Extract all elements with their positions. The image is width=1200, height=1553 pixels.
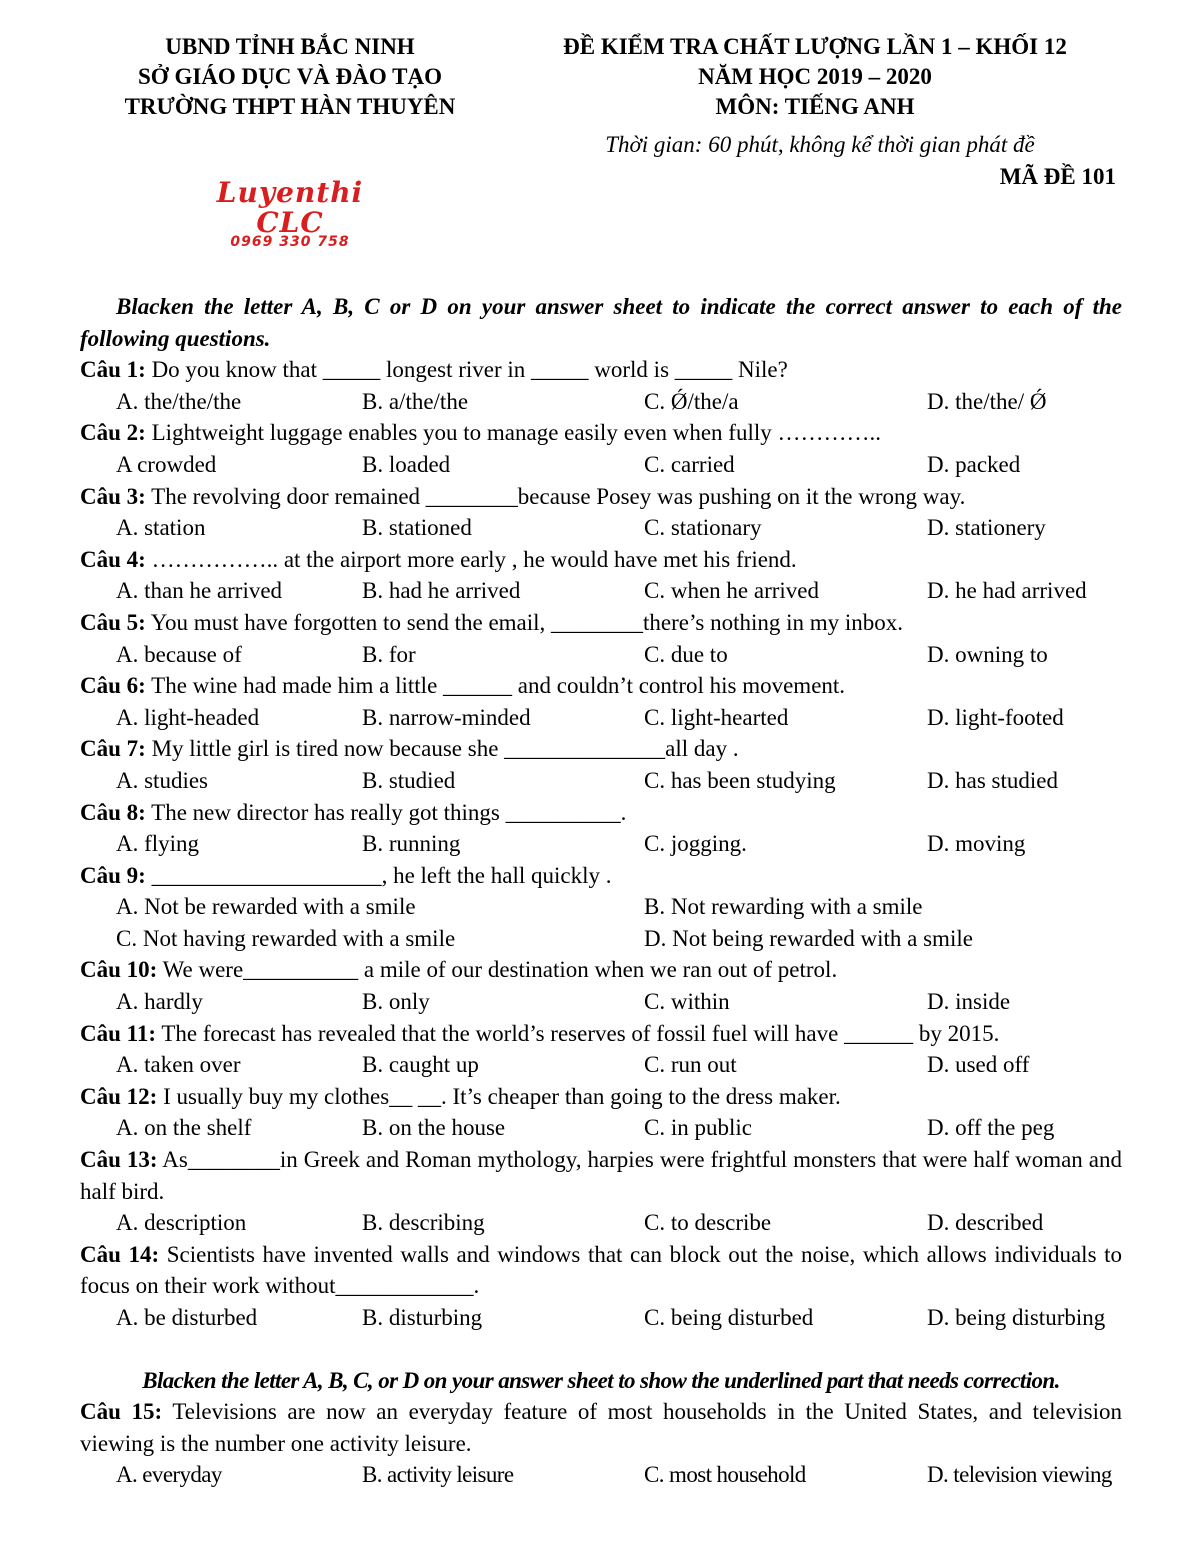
option-c: C. carried	[644, 451, 735, 477]
option-c: C. Ǿ/the/a	[644, 388, 739, 414]
question-text: Lightweight luggage enables you to manage easily even when fully …………..	[145, 420, 881, 446]
option-d: D. used off	[927, 1052, 1030, 1078]
school-year: NĂM HỌC 2019 – 2020	[698, 64, 932, 89]
option-d: D. he had arrived	[927, 578, 1087, 604]
option-a: A. be disturbed	[116, 1305, 258, 1330]
question-label: Câu 6:	[80, 673, 146, 699]
instruction-2: Blacken the letter A, B, C, or D on your answer sheet to show the underlined part that needs correction.	[142, 1367, 1060, 1393]
question-10	[80, 954, 1122, 1017]
option-a: A. the/the/the	[116, 388, 242, 414]
option-d: D. owning to	[927, 641, 1048, 667]
option-d: D. the/the/ Ǿ	[927, 388, 1047, 414]
option-b: B. disturbing	[362, 1305, 483, 1330]
question-text: The wine had made him a little ______ and couldn’t control his movement.	[145, 673, 846, 699]
option-a: A. light-headed	[116, 704, 260, 730]
option-b: B. for	[362, 641, 416, 667]
question-text: Televisions are now an everyday feature of most households in the United States, and television viewing is the number one activity leisure.	[80, 1399, 1122, 1456]
question-4	[80, 544, 1122, 607]
option-c: C. in public	[644, 1115, 752, 1141]
question-12	[80, 1081, 1122, 1144]
option-a: A. taken over	[116, 1052, 241, 1078]
option-b: B. stationed	[362, 515, 472, 541]
header-school	[80, 32, 500, 122]
question-label: Câu 9:	[80, 862, 146, 888]
option-c: C. most household	[644, 1462, 806, 1488]
exam-title: ĐỀ KIỂM TRA CHẤT LƯỢNG LẦN 1 – KHỐI 12	[563, 34, 1067, 59]
option-b: B. studied	[362, 767, 456, 793]
option-a: A. station	[116, 515, 206, 541]
question-11	[80, 1018, 1122, 1081]
question-text: My little girl is tired now because she ______________all day .	[145, 736, 739, 762]
question-label: Câu 2:	[80, 420, 146, 446]
question-text: Do you know that _____ longest river in _____ world is _____ Nile?	[145, 357, 788, 383]
question-label: Câu 12:	[80, 1083, 158, 1109]
option-b: B. loaded	[362, 451, 451, 477]
option-b: B. running	[362, 831, 461, 857]
option-b: B. caught up	[362, 1052, 479, 1078]
question-label: Câu 8:	[80, 799, 146, 825]
question-text: You must have forgotten to send the email, ________there’s nothing in my inbox.	[145, 609, 904, 635]
logo-phone: 0969 330 758	[230, 234, 350, 250]
option-c: C. to describe	[644, 1210, 772, 1236]
option-c: C. being disturbed	[644, 1305, 814, 1330]
question-2	[80, 417, 1122, 480]
question-label: Câu 7:	[80, 736, 146, 762]
question-7	[80, 733, 1122, 796]
option-c: C. Not having rewarded with a smile	[116, 925, 456, 951]
option-c: C. when he arrived	[644, 578, 819, 604]
option-d: D. stationery	[927, 515, 1046, 541]
exam-code: MÃ ĐỀ 101	[999, 164, 1116, 189]
option-d: D. television viewing	[927, 1462, 1112, 1488]
option-c: C. light-hearted	[644, 704, 789, 730]
watermark-logo	[180, 178, 400, 250]
question-label: Câu 13:	[80, 1147, 158, 1173]
question-label: Câu 5:	[80, 609, 146, 635]
question-label: Câu 10:	[80, 957, 158, 983]
question-text: The new director has really got things __________.	[145, 799, 627, 825]
question-label: Câu 1:	[80, 357, 146, 383]
option-c: C. stationary	[644, 515, 762, 541]
option-a: A. everyday	[116, 1462, 222, 1488]
option-c: C. within	[644, 989, 730, 1015]
subject: MÔN: TIẾNG ANH	[715, 94, 915, 119]
option-a: A. hardly	[116, 989, 203, 1015]
option-d: D. being disturbing	[927, 1305, 1106, 1330]
option-b: B. had he arrived	[362, 578, 521, 604]
option-a: A. Not be rewarded with a smile	[116, 894, 416, 920]
question-5	[80, 607, 1122, 670]
question-text: The forecast has revealed that the world’s reserves of fossil fuel will have ______ by 2015.	[156, 1020, 1000, 1046]
option-d: D. packed	[927, 451, 1021, 477]
question-1	[80, 354, 1122, 417]
header-left-line-2: SỞ GIÁO DỤC VÀ ĐÀO TẠO	[138, 64, 442, 89]
question-6	[80, 670, 1122, 733]
option-c: C. run out	[644, 1052, 737, 1078]
question-15	[80, 1396, 1122, 1491]
option-a: A. description	[116, 1210, 247, 1236]
question-text: We were__________ a mile of our destination when we ran out of petrol.	[157, 957, 838, 983]
question-8	[80, 797, 1122, 860]
question-text: …………….. at the airport more early , he would have met his friend.	[145, 546, 797, 572]
logo-name: Luyenthi CLC	[216, 176, 364, 239]
option-d: D. light-footed	[927, 704, 1064, 730]
option-b: B. narrow-minded	[362, 704, 531, 730]
question-text: ____________________, he left the hall quickly .	[145, 862, 612, 888]
question-label: Câu 3:	[80, 483, 146, 509]
exam-body	[80, 291, 1122, 1491]
instruction-1: Blacken the letter A, B, C or D on your answer sheet to indicate the correct answer to each of the following questions.	[80, 294, 1122, 351]
option-c: C. due to	[644, 641, 728, 667]
option-b: B. Not rewarding with a smile	[644, 894, 923, 920]
option-d: D. off the peg	[927, 1115, 1055, 1141]
option-b: B. a/the/the	[362, 388, 469, 414]
option-a: A. because of	[116, 641, 242, 667]
question-label: Câu 14:	[80, 1241, 160, 1267]
option-d: D. inside	[927, 989, 1011, 1015]
question-14	[80, 1239, 1122, 1334]
option-b: B. activity leisure	[362, 1462, 514, 1488]
question-label: Câu 11:	[80, 1020, 157, 1046]
option-b: B. on the house	[362, 1115, 506, 1141]
option-c: C. has been studying	[644, 767, 836, 793]
option-a: A crowded	[116, 451, 217, 477]
option-a: A. than he arrived	[116, 578, 283, 604]
option-b: B. only	[362, 989, 430, 1015]
question-text: I usually buy my clothes__ __. It’s cheaper than going to the dress maker.	[157, 1083, 841, 1109]
option-d: D. moving	[927, 831, 1026, 857]
question-text: As________in Greek and Roman mythology, harpies were frightful monsters that were half woman and half bird.	[80, 1147, 1123, 1204]
question-text: Scientists have invented walls and windows that can block out the noise, which allows individuals to focus on their work without____________.	[80, 1241, 1123, 1299]
option-b: B. describing	[362, 1210, 485, 1236]
question-3	[80, 481, 1122, 544]
option-a: A. on the shelf	[116, 1115, 252, 1141]
option-c: C. jogging.	[644, 831, 747, 857]
question-13	[80, 1144, 1122, 1239]
question-9	[80, 860, 1122, 955]
option-a: A. studies	[116, 767, 208, 793]
option-d: D. Not being rewarded with a smile	[644, 925, 973, 951]
question-text: The revolving door remained ________because Posey was pushing on it the wrong way.	[145, 483, 966, 509]
option-a: A. flying	[116, 831, 200, 857]
header-exam	[510, 32, 1120, 122]
header-left-line-3: TRƯỜNG THPT HÀN THUYÊN	[124, 94, 456, 119]
exam-time: Thời gian: 60 phút, không kể thời gian phát đề	[605, 132, 1035, 157]
header-left-line-1: UBND TỈNH BẮC NINH	[165, 34, 415, 59]
question-label: Câu 4:	[80, 546, 146, 572]
option-d: D. has studied	[927, 767, 1058, 793]
question-label: Câu 15:	[80, 1399, 163, 1425]
option-d: D. described	[927, 1210, 1044, 1236]
